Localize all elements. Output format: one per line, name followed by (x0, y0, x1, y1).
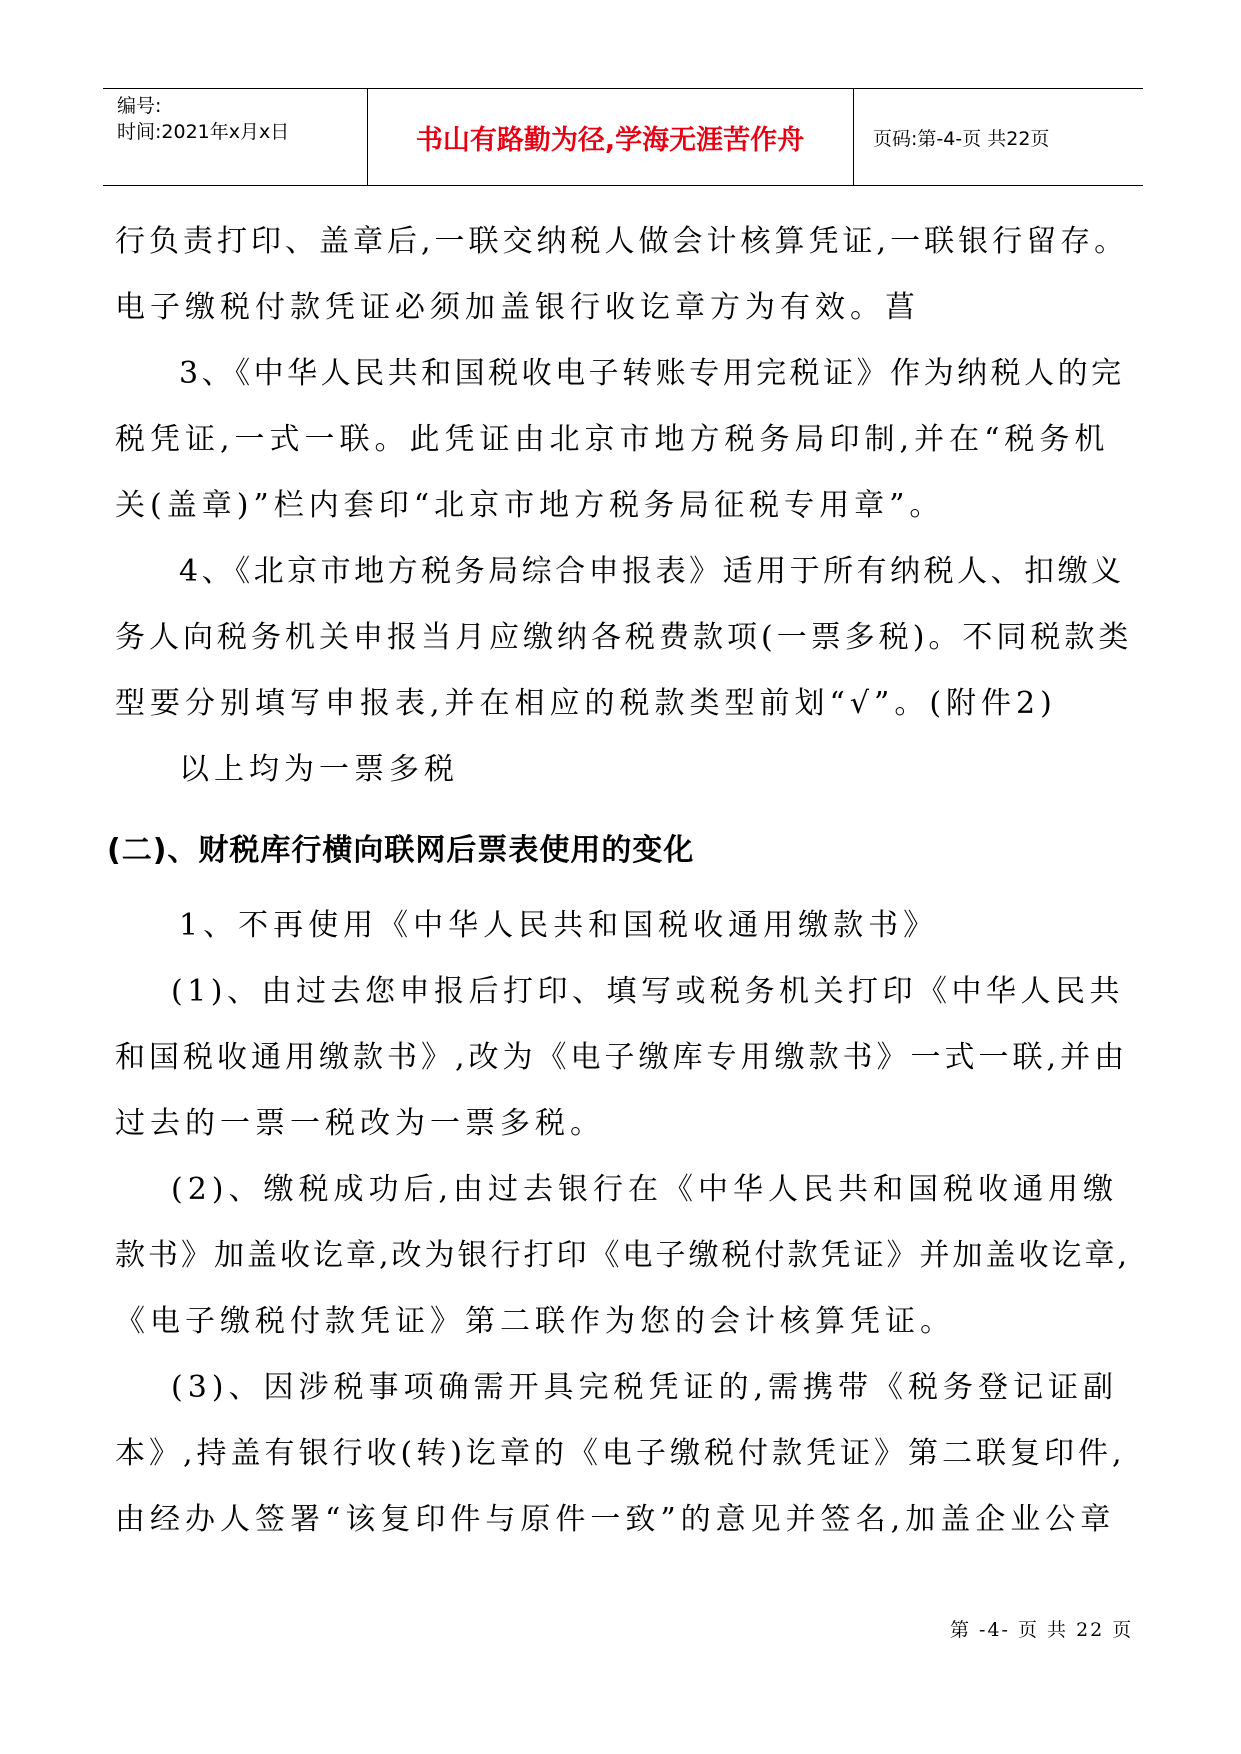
body-line: 1、不再使用《中华人民共和国税收通用缴款书》 (179, 908, 939, 943)
body-line: 《电子缴税付款凭证》第二联作为您的会计核算凭证。 (115, 1304, 955, 1339)
body-line: 务人向税务机关申报当月应缴纳各税费款项(一票多税)。不同税款类 (115, 620, 1133, 655)
body-line: 和国税收通用缴款书》,改为《电子缴库专用缴款书》一式一联,并由 (115, 1040, 1129, 1075)
header-meta (117, 93, 289, 145)
number-label: 编号: (117, 95, 162, 117)
body-line: 过去的一票一税改为一票多税。 (115, 1106, 605, 1141)
header-motto: 书山有路勤为径,学海无涯苦作舟 (415, 124, 805, 156)
body-line: (2)、缴税成功后,由过去银行在《中华人民共和国税收通用缴 (171, 1172, 1119, 1207)
body-line: 由经办人签署“该复印件与原件一致”的意见并签名,加盖企业公章 (115, 1502, 1116, 1537)
body-line: 本》,持盖有银行收(转)讫章的《电子缴税付款凭证》第二联复印件, (115, 1436, 1126, 1471)
page-footer: 第 -4- 页 共 22 页 (950, 1619, 1134, 1641)
section-heading: (二)、财税库行横向联网后票表使用的变化 (107, 833, 695, 868)
body-line: 行负责打印、盖章后,一联交纳税人做会计核算凭证,一联银行留存。 (115, 224, 1129, 259)
body-line: 关(盖章)”栏内套印“北京市地方税务局征税专用章”。 (115, 488, 945, 523)
body-line: (1)、由过去您申报后打印、填写或税务机关打印《中华人民共 (171, 974, 1124, 1009)
body-line: 款书》加盖收讫章,改为银行打印《电子缴税付款凭证》并加盖收讫章, (115, 1238, 1131, 1273)
document-body (107, 222, 1135, 1566)
time-label: 时间:2021年x月x日 (117, 121, 290, 143)
body-line: 型要分别填写申报表,并在相应的税款类型前划“√”。(附件2) (115, 686, 1057, 721)
body-line: 4、《北京市地方税务局综合申报表》适用于所有纳税人、扣缴义 (179, 554, 1125, 589)
header-divider (853, 89, 854, 185)
body-line: 3、《中华人民共和国税收电子转账专用完税证》作为纳税人的完 (179, 356, 1125, 391)
page-header (103, 88, 1143, 186)
header-page-info: 页码:第-4-页 共22页 (873, 127, 1050, 150)
body-line: 以上均为一票多税 (179, 752, 459, 787)
body-line: (3)、因涉税事项确需开具完税凭证的,需携带《税务登记证副 (171, 1370, 1119, 1405)
body-line: 电子缴税付款凭证必须加盖银行收讫章方为有效。菖 (115, 290, 920, 325)
body-line: 税凭证,一式一联。此凭证由北京市地方税务局印制,并在“税务机 (115, 422, 1110, 457)
